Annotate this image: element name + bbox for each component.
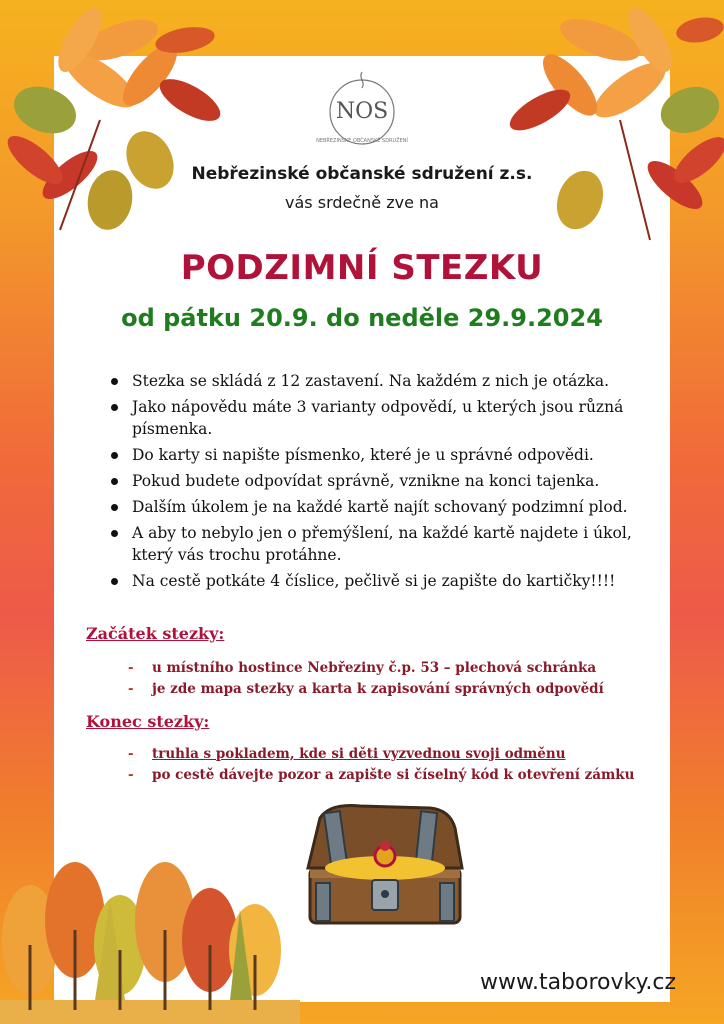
start-item <box>128 679 648 700</box>
end-item-text: po cestě dávejte pozor a zapište si číselný kód k otevření zámku <box>152 767 635 783</box>
rule-item: A aby to nebylo jen o přemýšlení, na každé kartě najdete i úkol, který vás trochu protáhne. <box>108 522 668 566</box>
svg-text:NOS: NOS <box>335 99 389 124</box>
start-list <box>128 658 648 700</box>
start-item-text: u místního hostince Nebřeziny č.p. 53 – plechová schránka <box>152 660 597 676</box>
end-item <box>128 744 648 765</box>
rules-list <box>108 370 668 596</box>
rule-item: Pokud budete odpovídat správně, vznikne na konci tajenka. <box>108 470 668 492</box>
organization-logo <box>316 68 408 152</box>
rule-item: Jako nápovědu máte 3 varianty odpovědí, u kterých jsou různá písmenka. <box>108 396 668 440</box>
rule-item: Do karty si napište písmenko, které je u správné odpovědi. <box>108 444 668 466</box>
dash-marker: - <box>128 681 134 697</box>
end-item-text: truhla s pokladem, kde si děti vyzvednou svoji odměnu <box>152 746 566 762</box>
autumn-trees-illustration <box>0 850 300 1024</box>
dash-marker: - <box>128 767 134 783</box>
dash-marker: - <box>128 660 134 676</box>
start-item <box>128 658 648 679</box>
rule-item: Stezka se skládá z 12 zastavení. Na každém z nich je otázka. <box>108 370 668 392</box>
event-title: PODZIMNÍ STEZKU <box>180 248 544 288</box>
end-heading: Konec stezky: <box>86 712 210 731</box>
event-dates: od pátku 20.9. do neděle 29.9.2024 <box>121 304 603 332</box>
end-list <box>128 744 648 786</box>
organization-name: Nebřezinské občanské sdružení z.s. <box>191 164 533 184</box>
end-item <box>128 765 648 786</box>
invitation-text: vás srdečně zve na <box>285 193 439 212</box>
rule-item: Dalším úkolem je na každé kartě najít schovaný podzimní plod. <box>108 496 668 518</box>
autumn-leaves-top-right <box>500 0 724 250</box>
rule-item: Na cestě potkáte 4 číslice, pečlivě si je zapište do kartičky!!!! <box>108 570 668 592</box>
website-url: www.taborovky.cz <box>479 970 676 995</box>
svg-text:NEBŘEZINSKÉ OBČANSKÉ SDRUŽENÍ: NEBŘEZINSKÉ OBČANSKÉ SDRUŽENÍ <box>316 138 408 144</box>
start-item-text: je zde mapa stezky a karta k zapisování správných odpovědí <box>152 681 604 697</box>
treasure-chest-illustration <box>300 798 470 928</box>
start-heading: Začátek stezky: <box>86 624 225 643</box>
dash-marker: - <box>128 746 134 762</box>
